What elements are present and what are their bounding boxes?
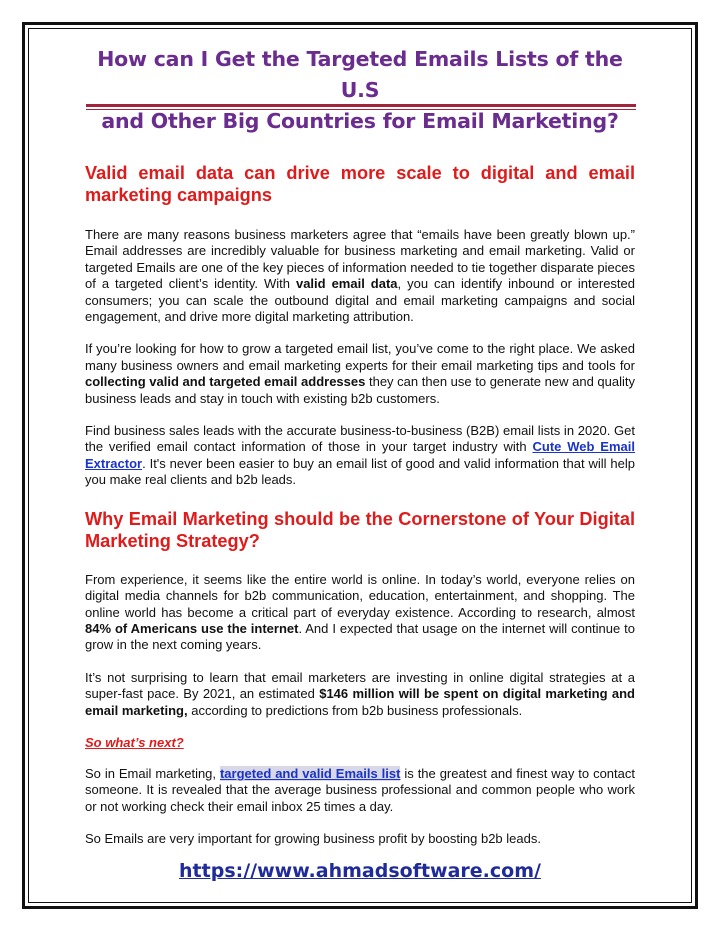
bold-text: $146 million will be spent on digital marketing and email marketing, <box>85 686 635 718</box>
text: If you’re looking for how to grow a targeted email list, you’ve come to the right place. We asked many business owners and email marketing experts for their email marketing tips and tools for <box>85 341 635 373</box>
text: they can then use to generate new and quality business leads and stay in touch with existing b2b customers. <box>85 374 635 406</box>
footer-url-link[interactable]: https://www.ahmadsoftware.com/ <box>179 860 541 882</box>
bold-text: 84% of Americans use the internet <box>85 620 299 636</box>
section2-paragraph-2 <box>85 670 635 719</box>
document-title <box>85 44 635 137</box>
section1-paragraph-2 <box>85 341 635 407</box>
footer-url <box>0 860 720 882</box>
text: , you can identify inbound or interested consumers; you can scale the outbound digital and email marketing campaigns and social engagement, and drive more digital marketing attribution. <box>85 276 635 325</box>
bold-text: collecting valid and targeted email addresses <box>85 374 366 390</box>
text: according to predictions from b2b business professionals. <box>187 702 523 718</box>
section2-paragraph-1 <box>85 572 635 654</box>
text: From experience, it seems like the entire world is online. In today’s world, everyone relies on digital media channels for b2b communication, education, entertainment, and shopping. The online world has become a critical part of everyday existence. According to research, almost <box>85 571 635 620</box>
text: So in Email marketing, <box>85 765 220 781</box>
cute-web-email-extractor-link[interactable]: Cute Web Email Extractor <box>85 439 635 471</box>
section1-heading: Valid email data can drive more scale to digital and email marketing campaigns <box>85 163 635 205</box>
section1-paragraph-3 <box>85 423 635 489</box>
section2-paragraph-4: So Emails are very important for growing business profit by boosting b2b leads. <box>85 831 541 847</box>
section2-paragraph-3 <box>85 766 635 815</box>
targeted-valid-emails-list-link[interactable]: targeted and valid Emails list <box>219 765 401 781</box>
section1-paragraph-1 <box>85 227 635 325</box>
text: is the greatest and finest way to contact someone. It is revealed that the average business professional and common people who work or not working check their email inbox 25 times a day. <box>85 765 635 814</box>
document-body <box>85 40 635 848</box>
text: It’s not surprising to learn that email marketers are investing in online digital strategies at a super-fast pace. By 2021, an estimated <box>85 669 635 702</box>
title-line-2: and Other Big Countries for Email Marketing? <box>101 109 619 133</box>
text: Find business sales leads with the accurate business-to-business (B2B) email lists in 2020. Get the verified email contact information of those in your target industry with <box>85 423 635 455</box>
text: . And I expected that usage on the internet will continue to grow in the next coming years. <box>85 620 635 653</box>
bold-text: valid email data <box>295 276 398 292</box>
text: . It's never been easier to buy an email list of good and valid information that will help you make real clients and b2b leads. <box>85 455 635 488</box>
section2-heading: Why Email Marketing should be the Cornerstone of Your Digital Marketing Strategy? <box>85 508 635 551</box>
so-whats-next-label: So what’s next? <box>85 734 184 750</box>
text: There are many reasons business marketers agree that “emails have been greatly blown up.” Email addresses are incredibly valuable for business marketing and email marketing. Valid or targeted Emails are one of the key pieces of information needed to tie together disparate pieces of a targeted client’s identity. With <box>85 227 635 292</box>
title-line-1: How can I Get the Targeted Emails Lists of the U.S <box>97 47 623 102</box>
